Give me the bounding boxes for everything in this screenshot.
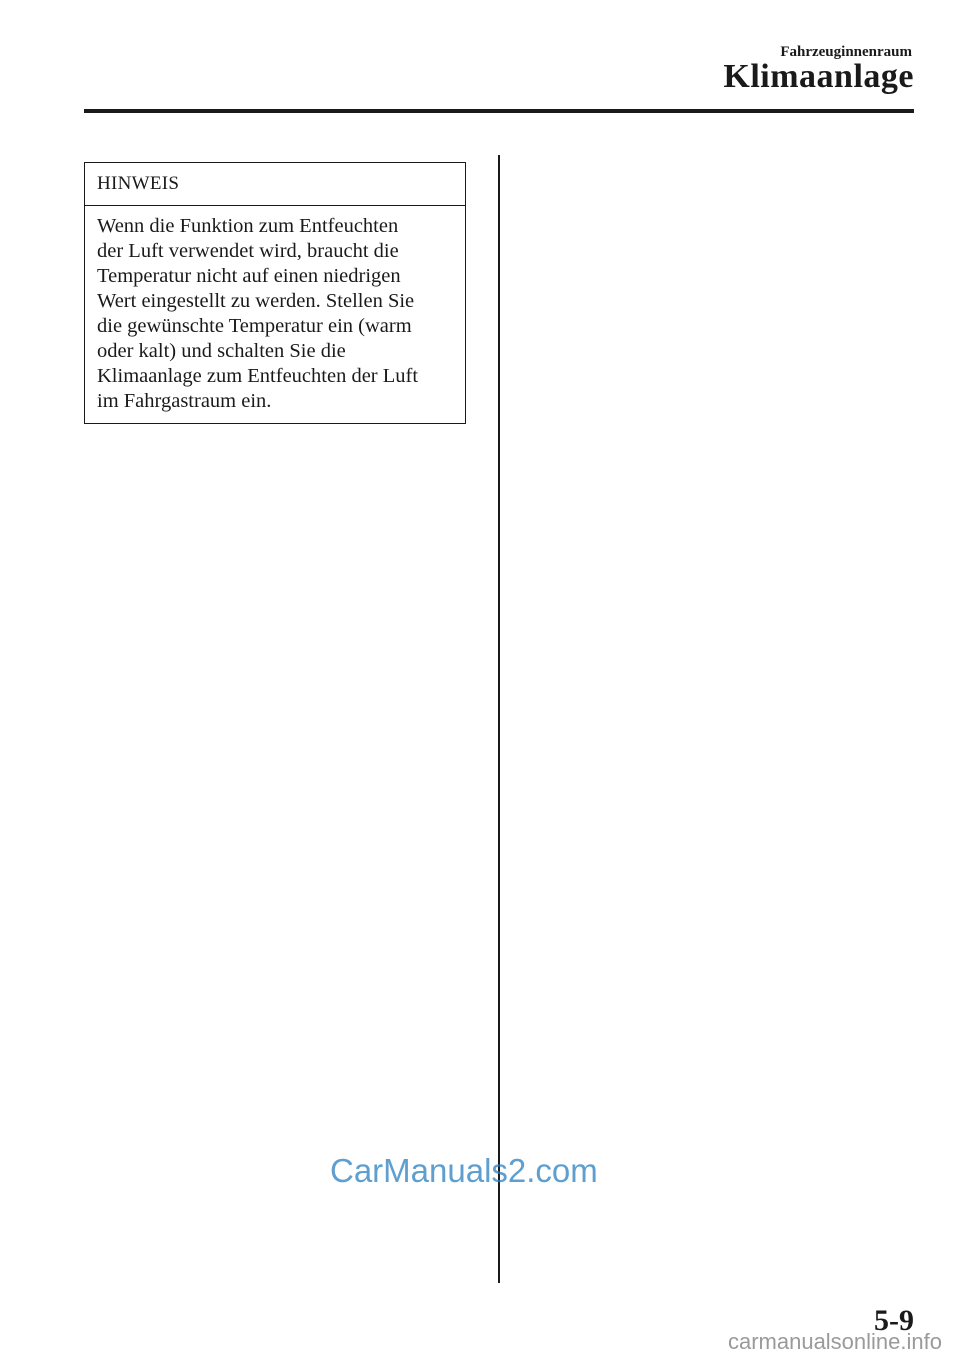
note-body: Wenn die Funktion zum Entfeuchten der Luft verwendet wird, braucht die Temperatur nicht auf einen niedrigen Wert eingestellt zu werden. Stellen Sie die gewünschte Temperatur ein (warm oder kalt) und schalten Sie die Klimaanlage zum Entfeuchten der Luft im Fahrgastraum ein. xyxy=(97,215,419,412)
note-heading: HINWEIS xyxy=(85,163,465,206)
section-label: Fahrzeuginnenraum xyxy=(780,44,912,60)
footer-watermark: carmanualsonline.info xyxy=(727,1329,942,1354)
header-divider xyxy=(84,109,914,113)
column-divider xyxy=(498,155,500,1283)
note-box xyxy=(84,162,466,424)
page-title: Klimaanlage xyxy=(723,58,914,95)
page-number: 5-9 xyxy=(874,1304,914,1337)
watermark: CarManuals2.com xyxy=(330,1152,598,1189)
